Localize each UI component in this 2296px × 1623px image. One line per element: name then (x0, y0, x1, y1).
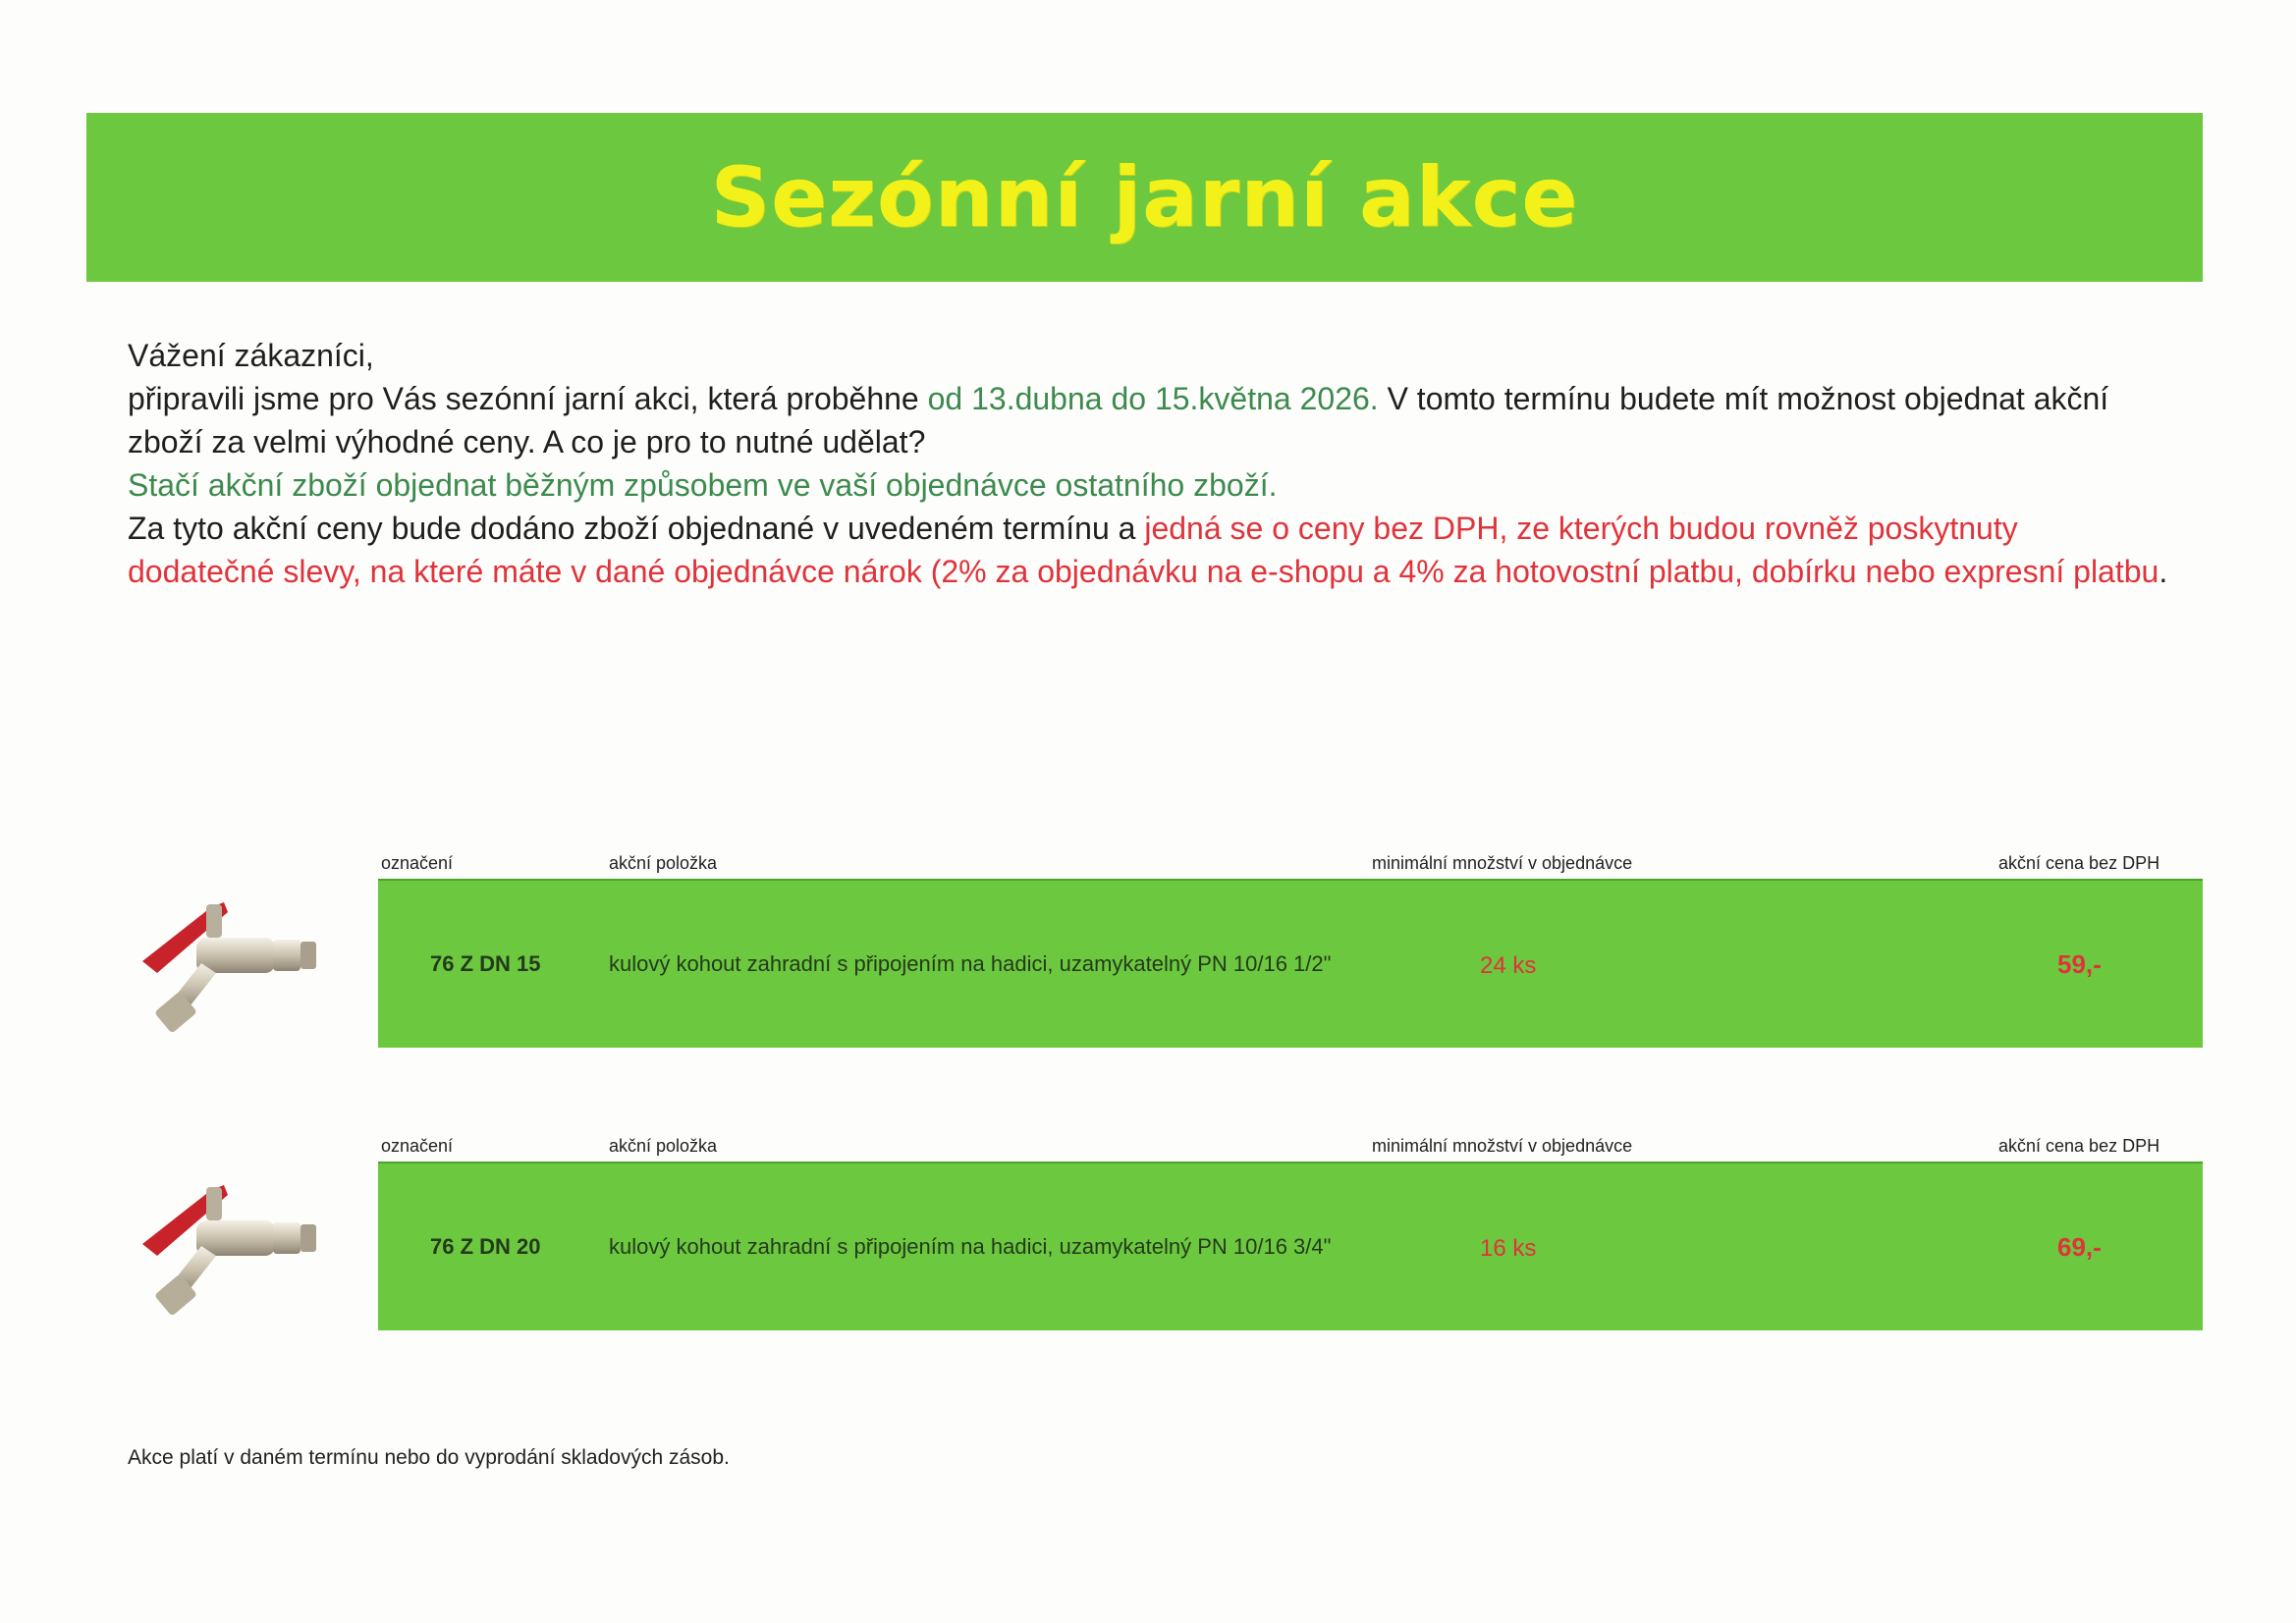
header-item: akční položka (609, 853, 718, 873)
discount-note: jedná se o ceny bez DPH, ze kterých budou rovněž poskytnuty dodatečné slevy, na které máte v dané objednávce nárok (2% za objednávku na e-shopu a 4% za hotovostní platbu, dobírku nebo expresní platbu (128, 511, 2159, 589)
intro-paragraph-3 (128, 507, 2170, 593)
intro-p3-end: . (2159, 554, 2168, 589)
header-min-qty: minimální množství v objednávce (1372, 1136, 1633, 1156)
header-item: akční položka (609, 1136, 718, 1156)
intro-paragraph-2: Stačí akční zboží objednat běžným způsobem ve vaší objednávce ostatního zboží. (128, 467, 1278, 503)
garden-tap-icon (137, 893, 334, 1035)
promo-dates: od 13.dubna do 15.května 2026. (927, 381, 1379, 416)
item-code: 76 Z DN 15 (430, 951, 541, 976)
promo-item (0, 1136, 2296, 1342)
item-description: kulový kohout zahradní s připojením na hadici, uzamykatelný PN 10/16 3/4" (609, 1234, 1332, 1259)
footer-note: Akce platí v daném termínu nebo do vyprodání skladových zásob. (128, 1446, 730, 1469)
title-banner (86, 113, 2203, 282)
intro-text (128, 334, 2170, 593)
header-price: akční cena bez DPH (1998, 1136, 2160, 1156)
header-code: označení (381, 853, 454, 873)
item-min-qty: 24 ks (1480, 952, 1537, 979)
header-code: označení (381, 1136, 454, 1156)
intro-p3-start: Za tyto akční ceny bude dodáno zboží objednané v uvedeném termínu a (128, 511, 1145, 546)
item-min-qty: 16 ks (1480, 1235, 1537, 1262)
item-code: 76 Z DN 20 (430, 1234, 541, 1259)
item-price: 59,- (2057, 949, 2102, 979)
intro-p1-end: V tomto termínu budete mít možnost objednat akční zboží za velmi výhodné ceny. A co je pro to nutné udělat? (128, 381, 2109, 460)
page-title: Sezónní jarní akce (710, 149, 1579, 245)
intro-paragraph-1 (128, 377, 2170, 463)
greeting: Vážení zákazníci, (128, 338, 374, 373)
item-description: kulový kohout zahradní s připojením na hadici, uzamykatelný PN 10/16 1/2" (609, 951, 1332, 976)
garden-tap-icon (137, 1175, 334, 1318)
item-bar (378, 879, 2203, 1048)
promo-item (0, 853, 2296, 1059)
header-min-qty: minimální množství v objednávce (1372, 853, 1633, 873)
item-bar (378, 1162, 2203, 1330)
header-price: akční cena bez DPH (1998, 853, 2160, 873)
intro-p1-start: připravili jsme pro Vás sezónní jarní akci, která proběhne (128, 381, 928, 416)
item-price: 69,- (2057, 1232, 2102, 1262)
